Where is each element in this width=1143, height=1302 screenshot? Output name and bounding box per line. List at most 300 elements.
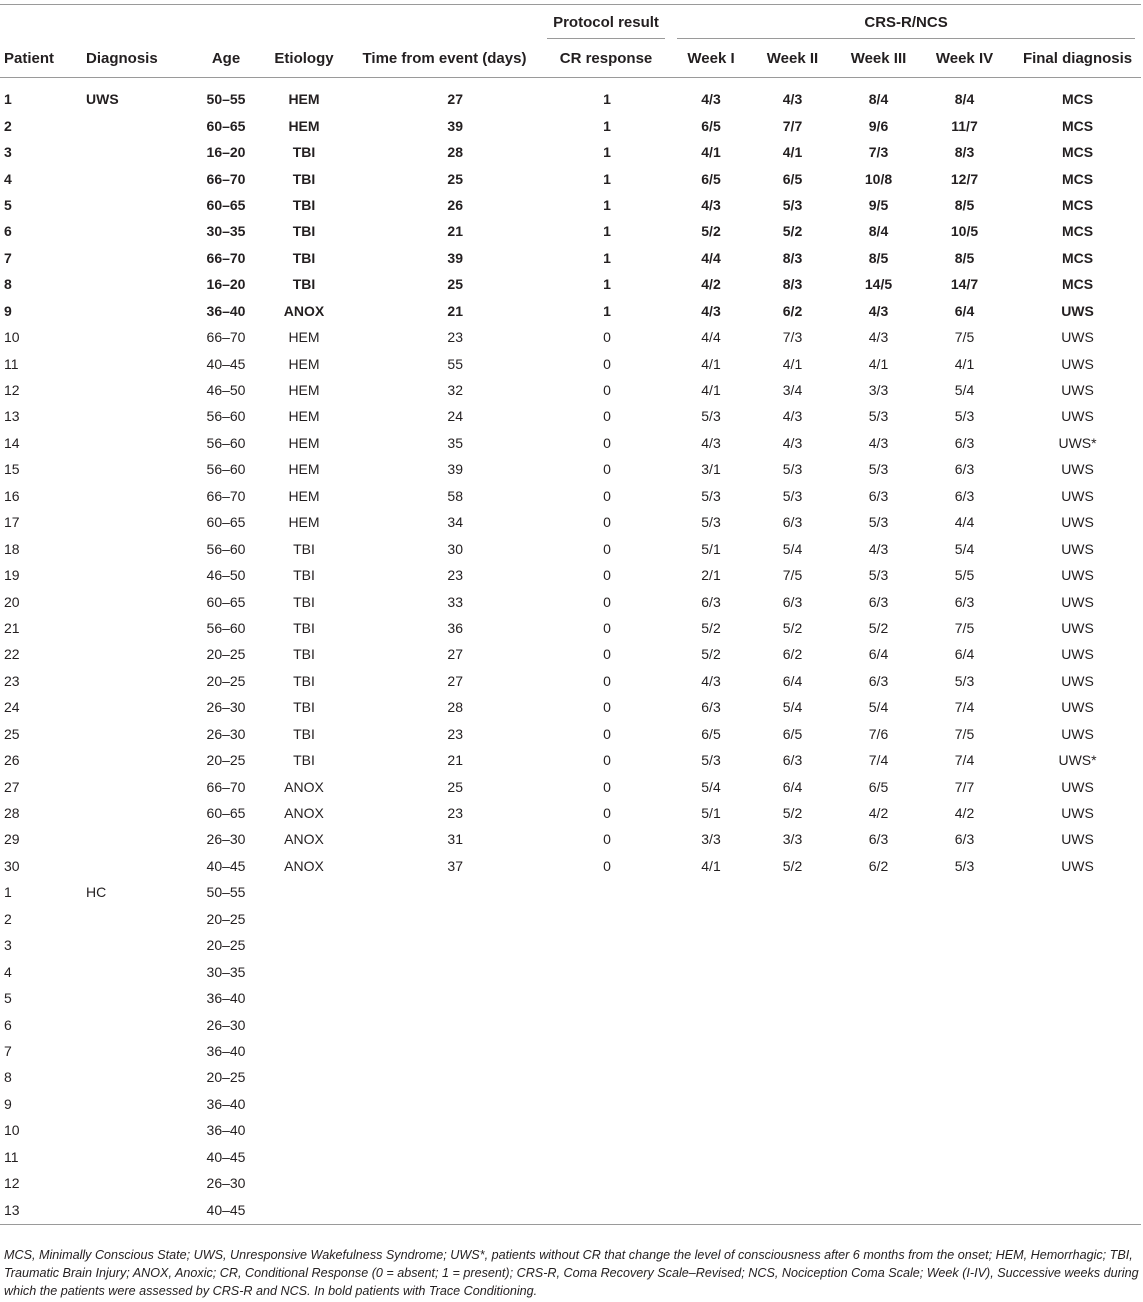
cell-week-4: 4/4 [954,514,975,531]
cell-empty [834,958,923,984]
cell-week-2: 6/3 [782,514,803,531]
cell-week-4: 6/4 [954,646,975,663]
cell-empty [348,958,541,984]
table-row [0,78,1141,113]
cell-week-2: 3/4 [782,382,803,399]
cell-empty [348,1144,541,1170]
cell-age: 30–35 [206,223,246,240]
cell-week-4: 8/5 [954,196,975,213]
cell-final-diagnosis: MCS [1061,117,1094,134]
cell-time: 33 [447,593,463,610]
cell-week-3: 8/5 [868,249,889,266]
cell-patient: 4 [4,170,12,187]
cell-cr-response: 1 [603,170,611,187]
cell-week-2: 6/2 [782,646,803,663]
cell-diagnosis [82,985,174,1011]
cell-week-3: 5/2 [868,619,889,636]
group-header-protocol [541,5,671,40]
cell-final-diagnosis: MCS [1061,249,1094,266]
cell-empty [348,1064,541,1090]
cell-etiology: TBI [293,646,315,663]
cell-diagnosis [82,668,174,694]
cell-empty [260,1196,348,1225]
cell-empty [751,932,834,958]
cell-diagnosis [82,1170,174,1196]
cell-empty [751,1170,834,1196]
cell-week-2: 5/2 [782,805,803,822]
cell-empty [834,1038,923,1064]
cell-time: 27 [447,646,463,663]
cell-diagnosis [82,1038,174,1064]
cell-empty [260,1064,348,1090]
cell-empty [260,1170,348,1196]
cell-etiology: HEM [288,355,320,372]
table-row [0,324,1141,350]
cell-etiology: TBI [293,593,315,610]
cell-patient: 5 [4,196,12,213]
cell-week-1: 4/1 [701,382,721,399]
cell-age: 60–65 [206,805,246,822]
cell-empty [751,1196,834,1225]
cell-week-1: 4/3 [701,434,721,451]
cell-etiology: TBI [292,276,316,293]
table-header [0,5,1141,78]
col-header-diagnosis: Diagnosis [86,49,158,67]
cell-cr-response: 1 [603,302,611,319]
cell-cr-response: 1 [603,249,611,266]
cell-time: 36 [447,619,463,636]
cell-week-3: 5/4 [868,699,889,716]
cell-age: 60–65 [206,196,246,213]
cell-age: 26–30 [206,1016,246,1033]
cell-diagnosis [82,747,174,773]
cell-empty [671,1064,751,1090]
cell-week-3: 7/4 [868,752,889,769]
cell-age: 56–60 [206,619,246,636]
table-row [0,456,1141,482]
cell-week-1: 2/1 [701,567,721,584]
cell-empty [1006,1170,1141,1196]
cell-empty [260,1144,348,1170]
cell-empty [348,879,541,905]
cell-week-4: 5/4 [954,382,975,399]
cell-final-diagnosis: UWS [1061,487,1094,504]
cell-cr-response: 0 [603,619,611,636]
cell-time: 24 [447,408,463,425]
cell-empty [923,985,1006,1011]
cell-cr-response: 0 [603,725,611,742]
cell-week-4: 5/4 [954,540,975,557]
cell-empty [541,1196,671,1225]
table-row [0,800,1141,826]
cell-cr-response: 0 [603,408,611,425]
cell-patient: 12 [4,382,20,399]
cell-week-3: 5/3 [868,408,889,425]
cell-week-2: 6/5 [782,725,803,742]
cell-week-3: 6/3 [868,487,889,504]
group-header-crs [671,5,1141,40]
cell-week-2: 7/5 [782,567,803,584]
cell-patient: 1 [4,884,12,901]
cell-etiology: TBI [293,619,315,636]
cell-week-4: 8/5 [954,249,975,266]
cell-empty [541,879,671,905]
cell-week-1: 4/3 [701,91,721,108]
cell-week-4: 6/3 [954,434,975,451]
cell-week-4: 7/4 [954,699,975,716]
cell-age: 66–70 [206,170,246,187]
cell-empty [923,1091,1006,1117]
cell-etiology: HEM [288,91,320,108]
cell-week-3: 4/3 [868,329,889,346]
table-row [0,430,1141,456]
col-header-week-4: Week IV [935,49,994,67]
cell-patient: 27 [4,778,20,795]
cell-etiology: ANOX [283,302,325,319]
cell-age: 36–40 [206,302,246,319]
cell-cr-response: 0 [603,646,611,663]
table-row [0,906,1141,932]
cell-week-3: 8/4 [868,223,889,240]
cell-empty [1006,958,1141,984]
cell-patient: 11 [4,1148,19,1165]
table-row [0,721,1141,747]
cell-week-2: 5/3 [782,487,803,504]
cell-final-diagnosis: UWS [1061,672,1094,689]
cell-etiology: HEM [288,382,320,399]
cell-cr-response: 1 [603,276,611,293]
cell-time: 26 [447,196,463,213]
cell-final-diagnosis: MCS [1061,276,1094,293]
cell-week-4: 11/7 [951,117,978,134]
cell-patient: 8 [4,276,12,293]
cell-age: 36–40 [206,1122,246,1139]
cell-week-3: 3/3 [868,382,889,399]
cell-week-3: 9/5 [868,196,889,213]
cell-empty [260,1091,348,1117]
cell-week-2: 4/3 [782,91,803,108]
cell-age: 66–70 [206,329,246,346]
cell-week-2: 7/3 [782,329,803,346]
cell-week-4: 6/3 [954,487,975,504]
cell-cr-response: 1 [603,196,611,213]
cell-empty [1006,1091,1141,1117]
cell-empty [260,1011,348,1037]
cell-week-1: 5/2 [701,223,721,240]
cell-etiology: HEM [288,117,320,134]
cell-final-diagnosis: UWS [1061,593,1094,610]
cell-empty [541,1144,671,1170]
cell-diagnosis [82,1117,174,1143]
cell-final-diagnosis: UWS [1061,567,1094,584]
cell-final-diagnosis: UWS [1061,805,1094,822]
cell-patient: 2 [4,117,12,134]
cell-time: 23 [447,725,463,742]
cell-age: 36–40 [206,990,246,1007]
col-header-age: Age [211,49,241,67]
cell-cr-response: 0 [603,355,611,372]
cell-week-3: 4/2 [868,805,889,822]
cell-cr-response: 0 [603,329,611,346]
cell-empty [751,1038,834,1064]
cell-etiology: HEM [288,329,320,346]
cell-empty [260,932,348,958]
cell-age: 56–60 [206,461,246,478]
cell-empty [671,1196,751,1225]
cell-diagnosis: HC [86,884,107,901]
cell-time: 55 [447,355,463,372]
cell-empty [260,985,348,1011]
cell-time: 39 [447,461,463,478]
cell-diagnosis [82,456,174,482]
cell-cr-response: 1 [603,144,611,161]
cell-diagnosis [82,932,174,958]
cell-patient: 6 [4,223,12,240]
cell-week-4: 5/3 [954,857,975,874]
cell-week-1: 5/3 [701,487,721,504]
table-row [0,271,1141,297]
cell-age: 66–70 [206,778,246,795]
cell-week-2: 5/4 [782,540,803,557]
cell-patient: 6 [4,1016,12,1033]
cell-week-4: 5/3 [954,672,975,689]
cell-patient: 7 [4,1042,12,1059]
cell-week-3: 4/3 [868,434,889,451]
cell-week-3: 6/5 [868,778,889,795]
cell-week-2: 4/1 [782,355,803,372]
cell-age: 56–60 [206,540,246,557]
cell-time: 39 [447,249,463,266]
table-row [0,509,1141,535]
table-row [0,1064,1141,1090]
cell-cr-response: 0 [603,831,611,848]
cell-patient: 25 [4,725,20,742]
cell-week-1: 5/2 [701,646,721,663]
cell-patient: 13 [0,1196,82,1225]
table-row [0,641,1141,667]
cell-empty [671,1117,751,1143]
cell-patient: 1 [4,91,12,108]
cell-diagnosis [82,1064,174,1090]
cell-week-2: 5/3 [782,196,803,213]
cell-empty [923,1011,1006,1037]
cell-final-diagnosis: UWS [1061,329,1094,346]
cell-week-4: 7/4 [954,752,975,769]
cell-empty [260,906,348,932]
cell-empty [751,1144,834,1170]
table-row [0,298,1141,324]
cell-week-3: 9/6 [868,117,889,134]
cell-final-diagnosis: UWS* [1058,752,1097,769]
cell-empty [751,906,834,932]
cell-patient: 5 [4,990,12,1007]
cell-diagnosis [82,1091,174,1117]
cell-patient: 14 [4,434,20,451]
cell-diagnosis [82,192,174,218]
cell-week-2: 6/4 [782,672,803,689]
cell-empty [260,1117,348,1143]
cell-empty [751,1064,834,1090]
cell-week-4: 8/4 [954,91,975,108]
cell-week-2: 8/3 [782,249,803,266]
cell-age: 20–25 [206,646,246,663]
cell-week-3: 6/3 [868,831,889,848]
table-row [0,588,1141,614]
cell-week-1: 5/3 [701,408,721,425]
cell-final-diagnosis: MCS [1061,196,1094,213]
cell-final-diagnosis: UWS [1061,778,1094,795]
cell-patient: 9 [4,1095,12,1112]
cell-week-3: 5/3 [868,514,889,531]
table-row [0,350,1141,376]
cell-empty [348,932,541,958]
cell-final-diagnosis: UWS [1061,725,1094,742]
cell-empty [923,958,1006,984]
cell-week-3: 4/3 [868,540,889,557]
cell-patient: 24 [4,699,20,716]
table-row [0,668,1141,694]
cell-cr-response: 1 [603,223,611,240]
table-row [0,958,1141,984]
cell-empty [834,1170,923,1196]
cell-empty [671,1011,751,1037]
cell-empty [1006,1011,1141,1037]
cell-week-1: 4/2 [701,276,721,293]
table-row [0,483,1141,509]
cell-week-4: 12/7 [950,170,979,187]
cell-age: 50–55 [206,884,246,901]
table-row [0,139,1141,165]
cell-empty [260,958,348,984]
cell-week-3: 6/3 [868,672,889,689]
cell-time: 27 [447,91,463,108]
cell-week-1: 4/3 [701,672,721,689]
cell-cr-response: 0 [603,672,611,689]
cell-empty [541,1170,671,1196]
cell-empty [348,1117,541,1143]
cell-diagnosis [82,906,174,932]
cell-age: 46–50 [206,382,246,399]
cell-time: 28 [447,699,463,716]
table-row [0,192,1141,218]
cell-time: 23 [447,567,463,584]
cell-cr-response: 1 [603,117,611,134]
cell-age: 26–30 [206,699,246,716]
cell-age: 60–65 [206,117,246,134]
cell-time: 31 [447,831,463,848]
cell-cr-response: 0 [603,434,611,451]
cell-patient: 26 [4,752,20,769]
col-header-time: Time from event (days) [362,49,527,67]
cell-empty [260,1038,348,1064]
cell-empty [1006,1064,1141,1090]
cell-etiology: ANOX [284,778,324,795]
cell-time: 25 [447,170,463,187]
cell-age: 20–25 [206,672,246,689]
cell-patient: 10 [4,329,20,346]
table-row [0,1038,1141,1064]
table-row [0,879,1141,905]
cell-empty [541,1091,671,1117]
cell-diagnosis [82,430,174,456]
cell-week-1: 4/3 [701,196,721,213]
cell-etiology: TBI [293,752,315,769]
cell-etiology: TBI [292,144,316,161]
cell-week-4: 6/4 [954,302,975,319]
cell-final-diagnosis: MCS [1061,91,1094,108]
patients-table [0,4,1141,1225]
table-row [0,1170,1141,1196]
cell-cr-response: 0 [603,567,611,584]
cell-week-2: 6/2 [782,302,803,319]
cell-diagnosis [82,958,174,984]
cell-empty [751,1091,834,1117]
cell-empty [348,985,541,1011]
cell-week-4: 14/7 [950,276,979,293]
cell-week-2: 6/4 [782,778,803,795]
cell-patient: 15 [4,461,20,478]
cell-etiology: TBI [293,699,315,716]
cell-empty [260,879,348,905]
cell-empty [541,958,671,984]
cell-patient: 9 [4,302,12,319]
cell-age: 66–70 [206,487,246,504]
cell-time: 21 [447,302,463,319]
cell-empty [348,906,541,932]
cell-week-3: 8/4 [868,91,889,108]
cell-diagnosis [82,483,174,509]
cell-cr-response: 0 [603,857,611,874]
cell-age: 40–45 [206,1148,246,1165]
cell-age: 16–20 [206,144,246,161]
cell-diagnosis [82,245,174,271]
cell-age: 46–50 [206,567,246,584]
col-header-week-1: Week I [687,49,735,67]
cell-empty [671,906,751,932]
cell-final-diagnosis: MCS [1061,170,1094,187]
cell-time: 25 [447,276,463,293]
cell-age: 36–40 [206,1095,246,1112]
cell-diagnosis [82,377,174,403]
cell-empty [1006,1038,1141,1064]
cell-time: 27 [447,672,463,689]
cell-age: 60–65 [206,514,246,531]
cell-cr-response: 0 [603,752,611,769]
col-header-cr-response: CR response [559,49,653,67]
cell-week-2: 8/3 [782,276,803,293]
cell-diagnosis [82,218,174,244]
cell-cr-response: 1 [603,91,611,108]
cell-week-2: 5/2 [782,619,803,636]
cell-week-4: 5/3 [954,408,975,425]
cell-diagnosis [82,853,174,879]
cell-diagnosis [82,1011,174,1037]
cell-empty [671,932,751,958]
cell-week-1: 5/3 [701,752,721,769]
cell-week-1: 6/5 [701,725,721,742]
cell-final-diagnosis: UWS [1061,461,1094,478]
cell-empty [348,1170,541,1196]
cell-patient: 23 [4,672,20,689]
cell-week-1: 3/1 [701,461,721,478]
cell-patient: 16 [4,487,20,504]
cell-empty [923,1117,1006,1143]
cell-week-1: 5/1 [701,805,721,822]
col-header-week-2: Week II [766,49,819,67]
cell-diagnosis [82,271,174,297]
cell-diagnosis [82,165,174,191]
cell-patient: 29 [4,831,20,848]
